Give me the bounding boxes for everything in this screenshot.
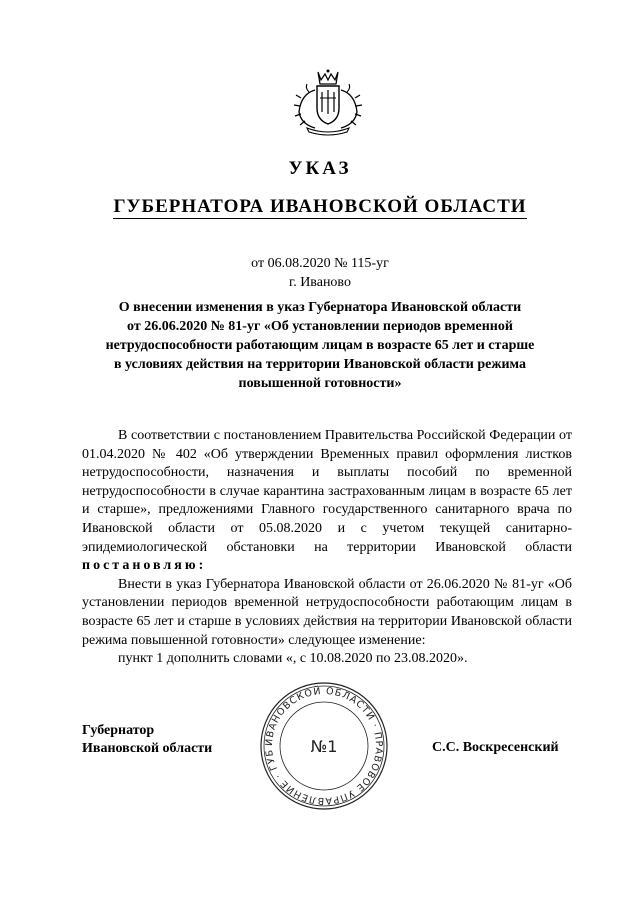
official-stamp [258, 680, 390, 812]
coat-of-arms-icon [287, 68, 369, 136]
document-type-title: УКАЗ [288, 158, 352, 179]
preamble-paragraph: В соответствии с постановлением Правительства Российской Федерации от 01.04.2020 № 402 «Об утверждении Временных правил оформления листков нетрудоспособности, назначения и выплаты пособий по временной нетрудоспособности в случае карантина застрахованным лицам в возрасте 65 лет и старше», предложениями Главного государственного санитарного врача по Ивановской области от 05.08.2020 и с учетом текущей санитарно-эпидемиологической обстановки на территории Ивановской области постановляю: [82, 428, 572, 574]
subject-line: нетрудоспособности работающим лицам в возрасте 65 лет и старше [105, 338, 535, 353]
signer-name: С.С. Воскресенский [432, 740, 559, 755]
stamp-ring-text: ИВАНОВСКОЙ ОБЛАСТИ · ПРАВОВОЕ УПРАВЛЕНИЕ · ГУБ [263, 685, 385, 807]
stamp-number: №1 [310, 737, 338, 756]
issuer-title: ГУБЕРНАТОРА ИВАНОВСКОЙ ОБЛАСТИ [113, 196, 527, 217]
document-body [82, 427, 572, 669]
decree-paragraph: Внести в указ Губернатора Ивановской области от 26.06.2020 № 81-уг «Об установлении периодов временной нетрудоспособности работающим лицам в возрасте 65 лет и старше в условиях действия на территории Ивановской области режима повышенной готовности» следующее изменение: [82, 576, 572, 648]
decree-word: постановляю [82, 558, 199, 574]
document-subject [100, 298, 540, 393]
subject-line: от 26.06.2020 № 81-уг «Об установлении периодов временной [127, 319, 513, 334]
subject-line: О внесении изменения в указ Губернатора Ивановской области [118, 300, 522, 315]
subject-line: повышенной готовности» [238, 376, 402, 391]
amendment-paragraph: пункт 1 дополнить словами «, с 10.08.2020 по 23.08.2020». [118, 651, 468, 667]
signer-title: Губернатор Ивановской области [82, 723, 213, 756]
subject-line: в условиях действия на территории Ивановской области режима [114, 357, 526, 372]
document-date-number: от 06.08.2020 № 115-уг [251, 256, 389, 271]
document-city: г. Иваново [289, 275, 351, 290]
